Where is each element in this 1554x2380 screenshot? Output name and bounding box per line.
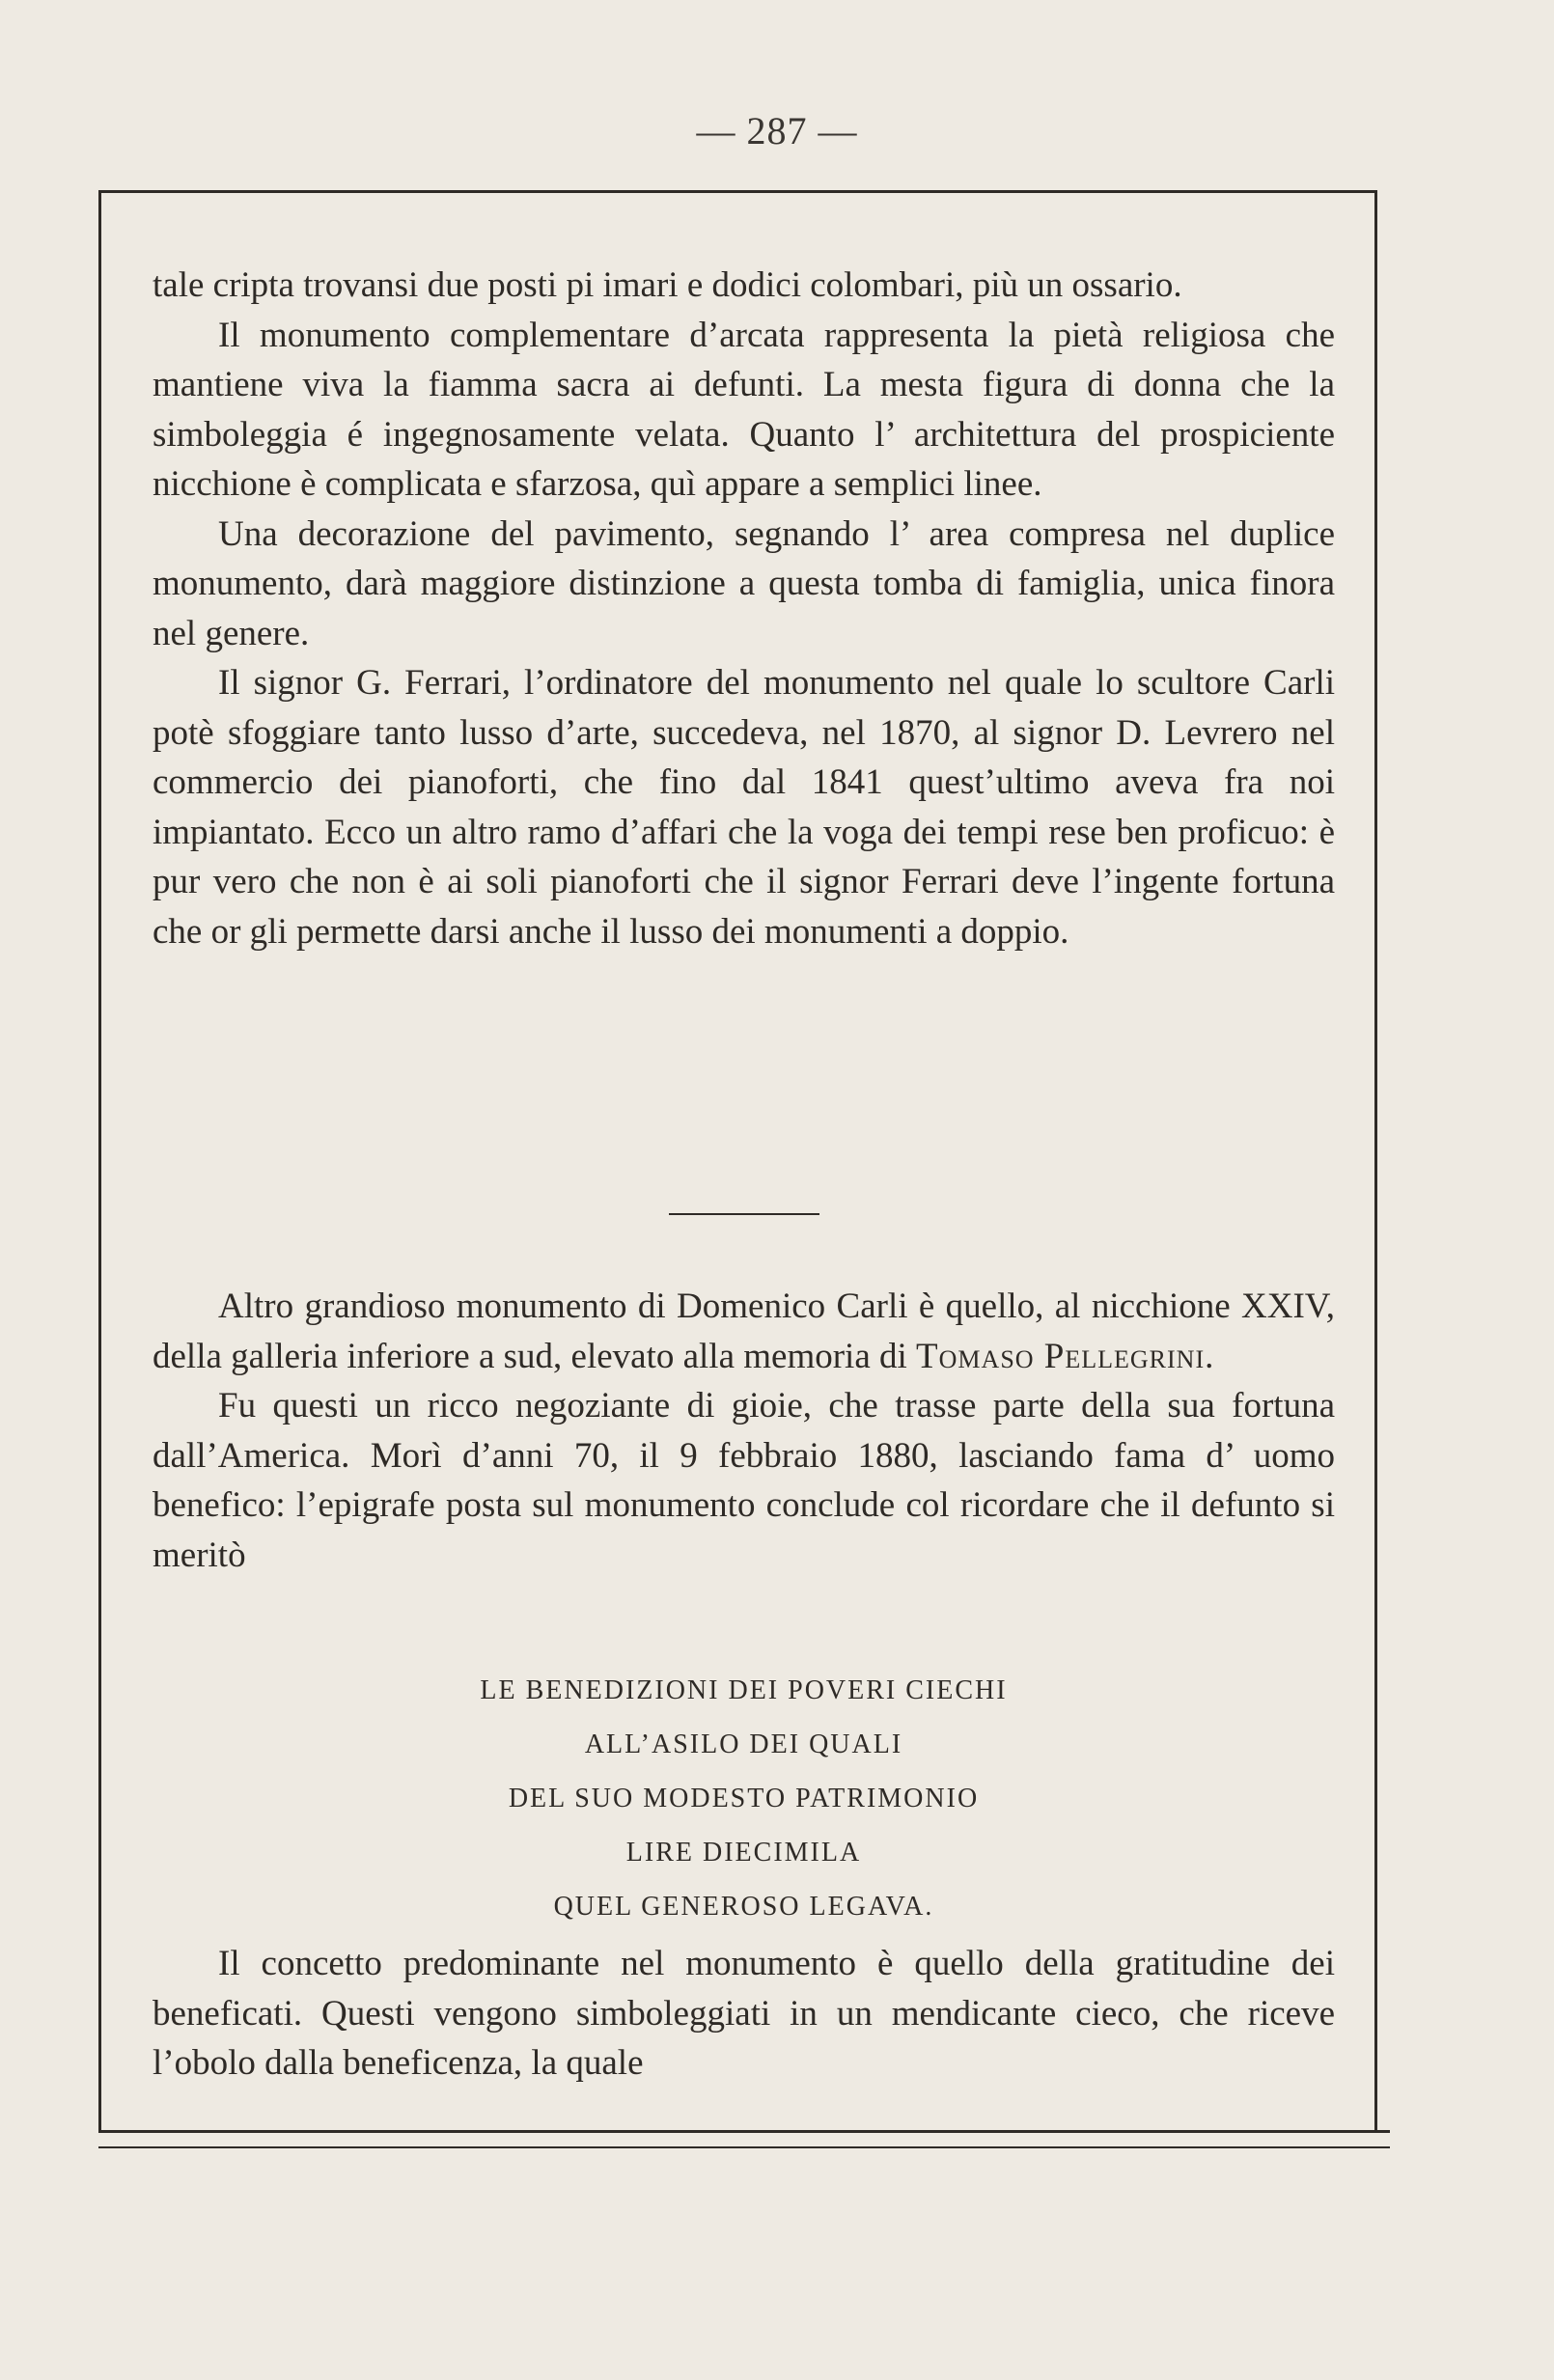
frame-bottom-rule (98, 2130, 1390, 2133)
paragraph: tale cripta trovansi due posti pi imari e dodici colombari, più un ossario. (153, 265, 1182, 305)
paragraph: Il monumento complementare d’arcata rappresenta la pietà religiosa che mantiene viva la fiamma sacra ai defunti. La mesta figura di donna che la simboleggia é ingegnosamente velata. Quanto l’ architettura del prospiciente nicchione è complicata e sfarzosa, quì appare a semplici linee. (153, 315, 1335, 504)
paragraph (153, 1282, 1335, 1381)
frame-left-rule (98, 190, 101, 2132)
epigraph-inscription (153, 1664, 1335, 1934)
inscription-line: QUEL GENEROSO LEGAVA. (553, 1892, 934, 1922)
inscription-line: ALL’ASILO DEI QUALI (584, 1730, 903, 1759)
inscription-line: DEL SUO MODESTO PATRIMONIO (508, 1784, 980, 1813)
frame-bottom-double-rule (98, 2146, 1390, 2148)
paragraph-text: Altro grandioso monumento di Domenico Carli è quello, al nicchione XXIV, della galleria inferiore a sud, elevato alla memoria di (153, 1287, 1335, 1376)
frame-top-rule (98, 190, 1377, 193)
paragraph: Il signor G. Ferrari, l’ordinatore del monumento nel quale lo scultore Carli potè sfoggiare tanto lusso d’arte, succedeva, nel 1870, al signor D. Levrero nel commercio dei pianoforti, che fino dal 1841 quest’ultimo aveva fra noi impiantato. Ecco un altro ramo d’affari che la voga dei tempi rese ben proficuo: è pur vero che non è ai soli pianoforti che il signor Ferrari deve l’ingente fortuna che or gli permette darsi anche il lusso dei monumenti a doppio. (153, 663, 1335, 952)
frame-right-rule (1374, 190, 1377, 2132)
paragraph: Il concetto predominante nel monumento è quello della gratitudine dei beneficati. Questi vengono simboleggiati in un mendicante cieco, che riceve l’obolo dalla beneficenza, la quale (153, 1944, 1335, 2083)
paragraph: Una decorazione del pavimento, segnando l’ area compresa nel duplice monumento, darà maggiore distinzione a questa tomba di famiglia, unica finora nel genere. (153, 513, 1335, 653)
page-number: — 287 — (696, 109, 858, 152)
section-separator (669, 1213, 819, 1215)
text-block-lower (153, 1939, 1335, 2089)
inscription-line: LE BENEDIZIONI DEI POVERI CIECHI (480, 1675, 1008, 1705)
text-block-middle (153, 1282, 1335, 1580)
person-name: Tomaso Pellegrini. (916, 1336, 1215, 1376)
text-block-upper (153, 261, 1335, 956)
inscription-line: LIRE DIECIMILA (625, 1838, 862, 1868)
paragraph: Fu questi un ricco negoziante di gioie, che trasse parte della sua fortuna dall’America. Morì d’anni 70, il 9 febbraio 1880, lasciando fama d’ uomo benefico: l’epigrafe posta sul monumento conclude col ricordare che il defunto si meritò (153, 1386, 1335, 1575)
